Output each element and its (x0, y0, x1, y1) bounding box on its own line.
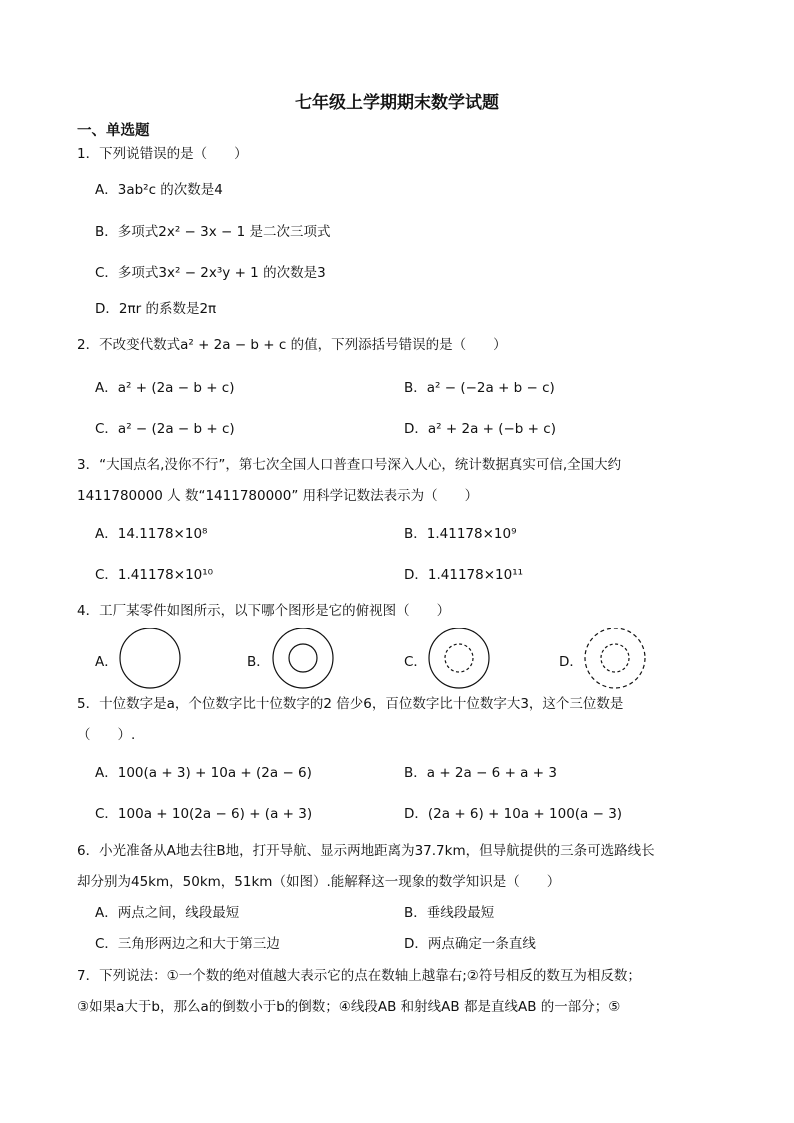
figure-c-outer-solid-inner-dashed-circles (429, 628, 489, 688)
question-5-option-d: D．(2a + 6) + 10a + 100(a − 3) (404, 806, 623, 822)
question-3-option-d: D．1.41178×10¹¹ (404, 567, 524, 583)
question-4-option-d-label: D． (559, 654, 583, 670)
question-6-option-c: C．三角形两边之和大于第三边 (95, 936, 280, 952)
question-5-stem-line1: 5．十位数字是a，个位数字比十位数字的2 倍少6，百位数字比十位数字大3，这个三位数是 (77, 696, 624, 712)
question-7-stem-line2: ③如果a大于b，那么a的倒数小于b的倒数；④线段AB 和射线AB 都是直线AB 的一部分；⑤ (77, 999, 621, 1015)
question-1-option-b: B．多项式2x² − 3x − 1 是二次三项式 (95, 224, 331, 240)
figure-d-dashed-concentric-circles (585, 628, 645, 688)
question-4-stem: 4．工厂某零件如图所示，以下哪个图形是它的俯视图（ ） (77, 603, 451, 619)
question-6-option-a: A．两点之间，线段最短 (95, 905, 240, 921)
question-1-option-a: A．3ab²c 的次数是4 (95, 182, 223, 198)
question-6-option-b: B．垂线段最短 (404, 905, 495, 921)
question-6-stem-line2: 却分别为45km，50km，51km（如图）.能解释这一现象的数学知识是（ ） (77, 874, 561, 890)
figure-b-concentric-solid-circles (273, 628, 333, 688)
question-3-stem-line2: 1411780000 人 数“1411780000” 用科学记数法表示为（ ） (77, 488, 479, 504)
question-6-option-d: D．两点确定一条直线 (404, 936, 536, 952)
page-title: 七年级上学期期末数学试题 (295, 93, 499, 113)
question-1-option-c: C．多项式3x² − 2x³y + 1 的次数是3 (95, 265, 326, 281)
question-1-stem: 1．下列说错误的是（ ） (77, 146, 248, 162)
question-2-option-a: A．a² + (2a − b + c) (95, 380, 235, 396)
question-2-option-d: D．a² + 2a + (−b + c) (404, 421, 556, 437)
question-2-option-b: B．a² − (−2a + b − c) (404, 380, 555, 396)
question-2-stem: 2．不改变代数式a² + 2a − b + c 的值，下列添括号错误的是（ ） (77, 337, 507, 353)
question-3-option-b: B．1.41178×10⁹ (404, 526, 517, 542)
question-5-option-a: A．100(a + 3) + 10a + (2a − 6) (95, 765, 312, 781)
question-5-option-b: B．a + 2a − 6 + a + 3 (404, 765, 557, 781)
figure-a-solid-circle (120, 628, 180, 688)
question-2-option-c: C．a² − (2a − b + c) (95, 421, 235, 437)
question-1-option-d: D．2πr 的系数是2π (95, 301, 217, 317)
question-4-option-a-label: A． (95, 654, 118, 670)
question-4-option-c-label: C． (404, 654, 427, 670)
question-5-option-c: C．100a + 10(2a − 6) + (a + 3) (95, 806, 313, 822)
question-4-figures (0, 628, 794, 692)
question-3-option-a: A．14.1178×10⁸ (95, 526, 208, 542)
question-3-stem-line1: 3．“大国点名,没你不行”，第七次全国人口普查口号深入人心，统计数据真实可信,全国大约 (77, 457, 622, 473)
question-5-stem-line2: （ ）. (77, 727, 136, 743)
section-heading: 一、单选题 (77, 123, 150, 139)
question-7-stem-line1: 7．下列说法：①一个数的绝对值越大表示它的点在数轴上越靠右;②符号相反的数互为相反数； (77, 968, 641, 984)
question-6-stem-line1: 6．小光准备从A地去往B地，打开导航、显示两地距离为37.7km，但导航提供的三条可选路线长 (77, 843, 655, 859)
question-4-option-b-label: B． (247, 654, 270, 670)
question-3-option-c: C．1.41178×10¹⁰ (95, 567, 214, 583)
